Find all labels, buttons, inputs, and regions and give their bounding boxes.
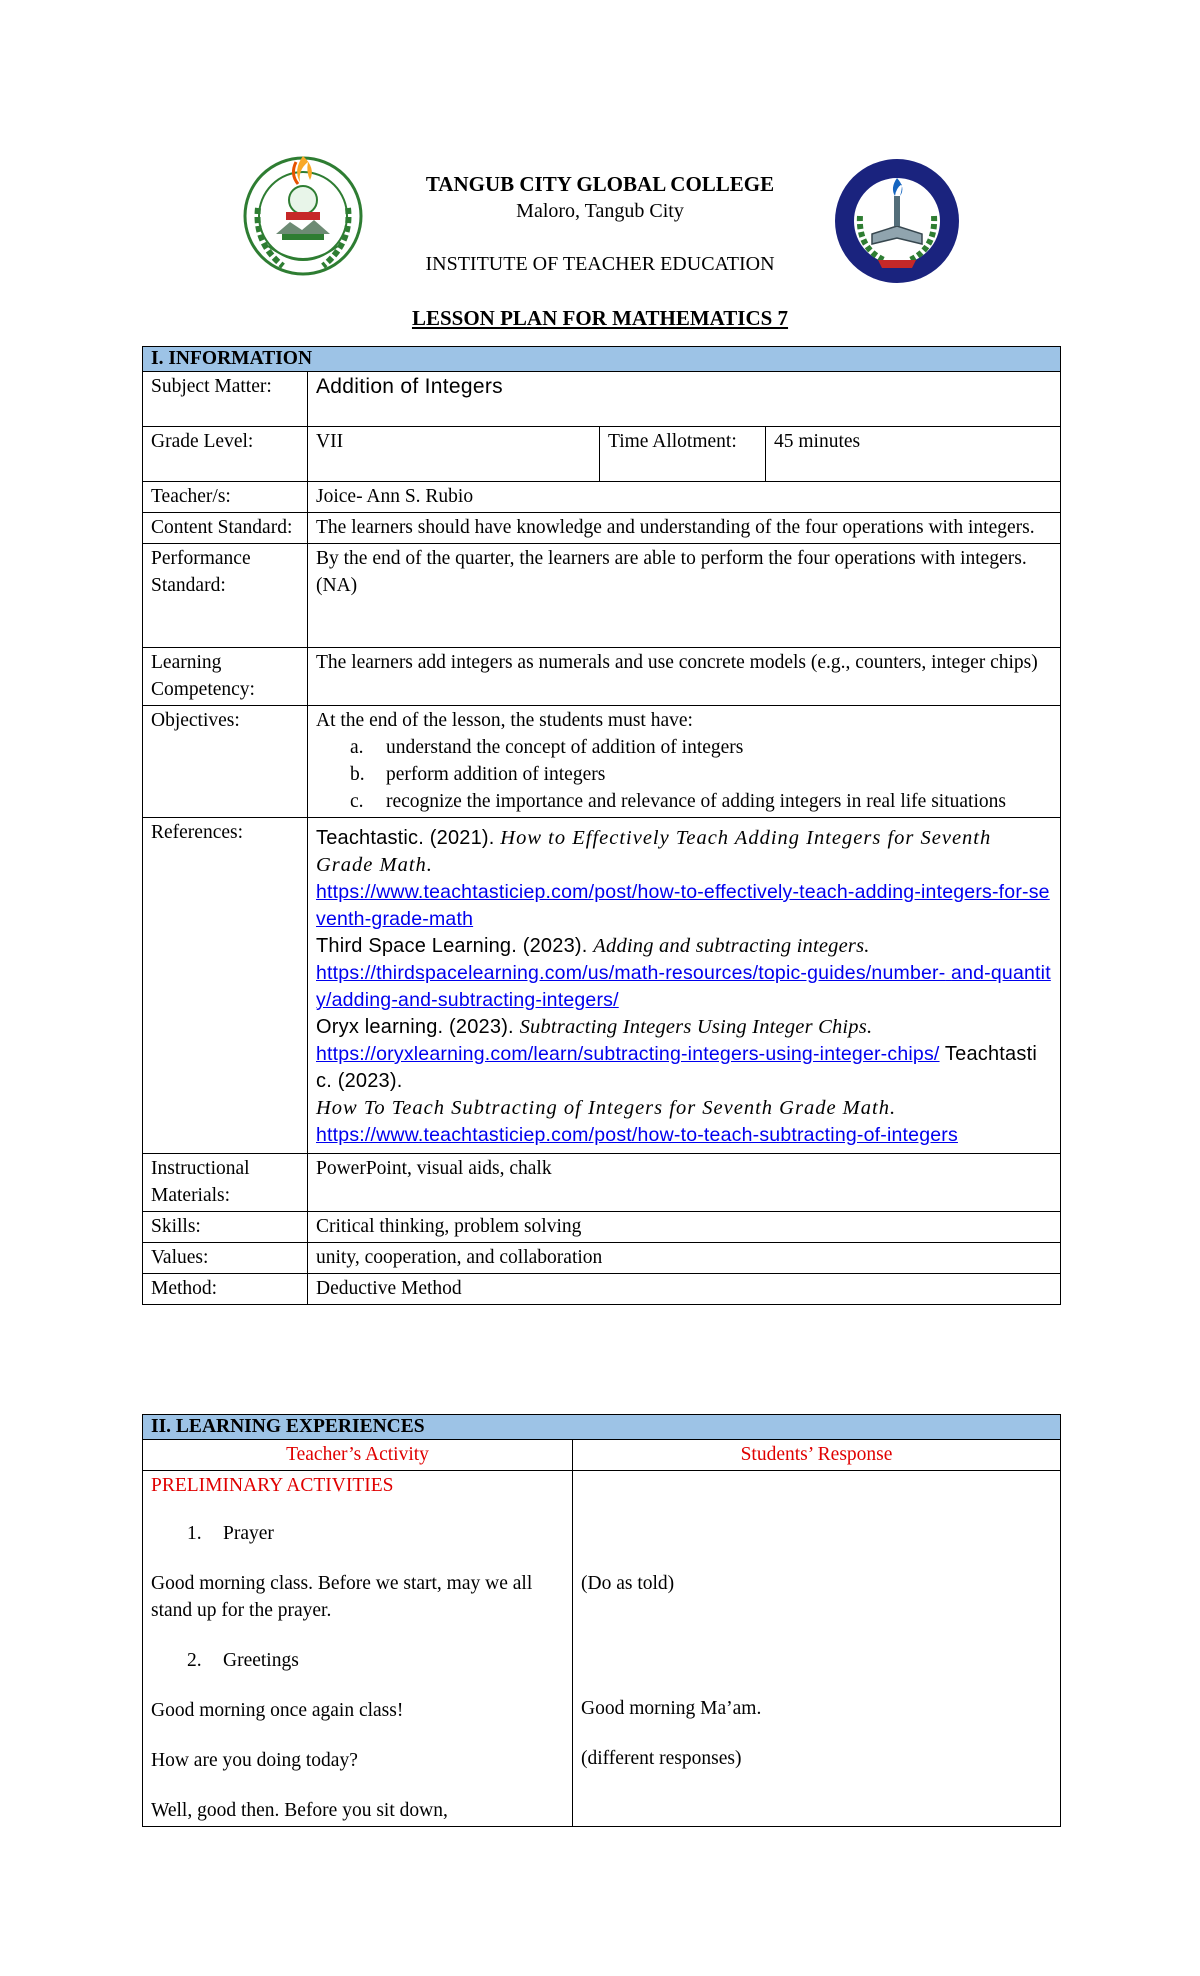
teacher-prayer-text: Good morning class. Before we start, may we all stand up for the prayer. xyxy=(151,1573,533,1621)
institute-seal-logo xyxy=(832,156,962,286)
teacher-greeting-3: Well, good then. Before you sit down, xyxy=(151,1800,448,1821)
time-label: Time Allotment: xyxy=(600,427,766,482)
grade-value: VII xyxy=(308,427,600,482)
performance-standard-value: By the end of the quarter, the learners are able to perform the four operations with integers. (NA) xyxy=(308,544,1061,648)
subject-label: Subject Matter: xyxy=(143,372,308,427)
student-greeting-response: Good morning Ma’am. xyxy=(581,1698,762,1719)
ref2-link-part-a[interactable]: https://thirdspacelearning.com/us/math-resources/topic-guides/number- xyxy=(316,962,946,984)
greetings-label: Greetings xyxy=(223,1650,299,1671)
objectives-cell xyxy=(308,706,1061,818)
students-response-cell xyxy=(573,1471,1061,1827)
time-value: 45 minutes xyxy=(766,427,1061,482)
ref1-author: Teachtastic. (2021). xyxy=(316,827,501,849)
reference-entry-1 xyxy=(316,819,1052,933)
ref4-title: How To Teach Subtracting of Integers for Seventh Grade Math. xyxy=(316,1097,897,1119)
objective-text: recognize the importance and relevance of adding integers in real life situations xyxy=(386,791,1006,812)
competency-label: Learning Competency: xyxy=(143,648,308,706)
ref1-title: How to Effectively Teach Adding Integers for Seventh Grade Math. xyxy=(316,827,992,876)
objectives-list xyxy=(316,734,1052,815)
ref2-author: Third Space Learning. (2023). xyxy=(316,935,594,957)
objective-marker: c. xyxy=(350,791,364,812)
objectives-label: Objectives: xyxy=(143,706,308,818)
objectives-row xyxy=(143,706,1061,818)
content-standard-label: Content Standard: xyxy=(143,513,308,544)
school-location: Maloro, Tangub City xyxy=(516,200,684,222)
references-row xyxy=(143,818,1061,1154)
values-value: unity, cooperation, and collaboration xyxy=(308,1243,1061,1274)
teacher-label: Teacher/s: xyxy=(143,482,308,513)
learning-header-row xyxy=(143,1415,1061,1440)
teacher-value: Joice- Ann S. Rubio xyxy=(308,482,1061,513)
ref2-link-part-b[interactable]: and-quantity/adding-and-subtracting-integers/ xyxy=(316,962,1051,1011)
skills-row xyxy=(143,1212,1061,1243)
method-value: Deductive Method xyxy=(308,1274,1061,1305)
reference-entry-2 xyxy=(316,933,1052,1014)
institute-name: INSTITUTE OF TEACHER EDUCATION xyxy=(425,253,775,275)
values-row xyxy=(143,1243,1061,1274)
objective-text: understand the concept of addition of integers xyxy=(386,737,744,758)
ref3-and-ref4 xyxy=(316,1041,1052,1095)
preliminary-heading: PRELIMINARY ACTIVITIES xyxy=(151,1475,394,1496)
activities-row xyxy=(143,1471,1061,1827)
performance-standard-row xyxy=(143,544,1061,648)
learning-section-title: II. LEARNING EXPERIENCES xyxy=(143,1415,1061,1440)
teacher-activity-cell xyxy=(143,1471,573,1827)
greetings-item xyxy=(151,1647,564,1674)
method-label: Method: xyxy=(143,1274,308,1305)
teacher-greeting-1: Good morning once again class! xyxy=(151,1700,404,1721)
content-standard-value: The learners should have knowledge and understanding of the four operations with integers. xyxy=(308,513,1061,544)
values-label: Values: xyxy=(143,1243,308,1274)
student-different-responses: (different responses) xyxy=(581,1748,742,1769)
college-seal-logo xyxy=(238,148,368,278)
column-heading-row xyxy=(143,1440,1061,1471)
competency-value: The learners add integers as numerals and use concrete models (e.g., counters, integer chips) xyxy=(308,648,1061,706)
objective-text: perform addition of integers xyxy=(386,764,606,785)
subject-value: Addition of Integers xyxy=(308,372,1061,427)
prayer-marker: 1. xyxy=(187,1523,202,1544)
skills-value: Critical thinking, problem solving xyxy=(308,1212,1061,1243)
document-title: LESSON PLAN FOR MATHEMATICS 7 xyxy=(411,306,789,330)
objectives-intro: At the end of the lesson, the students must have: xyxy=(316,710,693,731)
ref2-link[interactable] xyxy=(316,960,1052,1014)
performance-standard-label: Performance Standard: xyxy=(143,544,308,648)
grade-row xyxy=(143,427,1061,482)
information-header-row xyxy=(143,347,1061,372)
information-table xyxy=(142,346,1061,1305)
grade-label: Grade Level: xyxy=(143,427,308,482)
ref3-title: Subtracting Integers Using Integer Chips. xyxy=(519,1016,873,1038)
ref2-title: Adding and subtracting integers. xyxy=(593,935,870,957)
objective-item xyxy=(350,734,1052,761)
ref1-link[interactable]: https://www.teachtasticiep.com/post/how-to-effectively-teach-adding-integers-for-seventh-grade-math xyxy=(316,881,1050,930)
content-standard-row xyxy=(143,513,1061,544)
objective-item xyxy=(350,761,1052,788)
objective-item xyxy=(350,788,1052,815)
ref4-link[interactable]: https://www.teachtasticiep.com/post/how-to-teach-subtracting-of-integers xyxy=(316,1124,958,1146)
references-label: References: xyxy=(143,818,308,1154)
learning-experiences-table xyxy=(142,1414,1061,1827)
ref4-author: Teachtastic. (2023). xyxy=(316,1043,1037,1092)
objective-marker: a. xyxy=(350,737,364,758)
prayer-item xyxy=(151,1520,564,1547)
reference-entry-4 xyxy=(316,1095,1052,1151)
ref3-link[interactable]: https://oryxlearning.com/learn/subtracting-integers-using-integer-chips/ xyxy=(316,1043,940,1065)
students-response-heading: Students’ Response xyxy=(573,1440,1061,1471)
greetings-marker: 2. xyxy=(187,1650,202,1671)
ref3-author: Oryx learning. (2023). xyxy=(316,1016,520,1038)
method-row xyxy=(143,1274,1061,1305)
reference-entry-3 xyxy=(316,1014,1052,1095)
objective-marker: b. xyxy=(350,764,365,785)
materials-value: PowerPoint, visual aids, chalk xyxy=(308,1154,1061,1212)
skills-label: Skills: xyxy=(143,1212,308,1243)
prayer-label: Prayer xyxy=(223,1523,274,1544)
teacher-greeting-2: How are you doing today? xyxy=(151,1750,358,1771)
teacher-activity-heading: Teacher’s Activity xyxy=(143,1440,573,1471)
teacher-row xyxy=(143,482,1061,513)
competency-row xyxy=(143,648,1061,706)
materials-label: Instructional Materials: xyxy=(143,1154,308,1212)
information-section-title: I. INFORMATION xyxy=(143,347,1061,372)
references-cell xyxy=(308,818,1061,1154)
student-prayer-response: (Do as told) xyxy=(581,1573,675,1594)
school-name: TANGUB CITY GLOBAL COLLEGE xyxy=(425,172,775,196)
materials-row xyxy=(143,1154,1061,1212)
subject-row xyxy=(143,372,1061,427)
